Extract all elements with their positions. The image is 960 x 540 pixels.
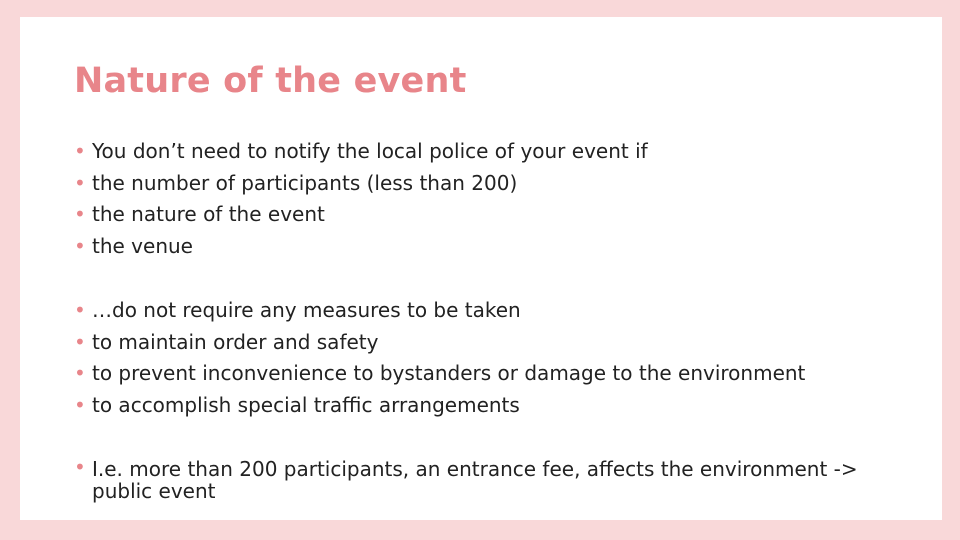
bullet-group-summary — [74, 456, 907, 502]
bullet-text: to maintain order and safety — [92, 329, 379, 354]
bullet-icon: • — [74, 202, 86, 227]
bullet-item — [74, 136, 648, 168]
bullet-item — [74, 390, 805, 422]
bullet-icon: • — [74, 234, 86, 259]
bullet-group-measures — [74, 295, 805, 422]
bullet-icon: • — [74, 170, 86, 195]
bullet-group-conditions — [74, 136, 648, 263]
bullet-item — [74, 231, 648, 263]
bullet-text: the venue — [92, 234, 193, 259]
bullet-text: the number of participants (less than 200) — [92, 170, 518, 195]
bullet-icon: • — [74, 139, 86, 163]
bullet-text: …do not require any measures to be taken — [92, 298, 521, 322]
bullet-item — [74, 456, 907, 502]
slide — [20, 17, 942, 520]
bullet-icon: • — [74, 329, 86, 354]
bullet-item — [74, 168, 648, 200]
bullet-icon: • — [74, 393, 86, 418]
bullet-item — [74, 199, 648, 231]
bullet-text: to prevent inconvenience to bystanders or damage to the environment — [92, 361, 806, 386]
bullet-text: You don’t need to notify the local police of your event if — [92, 139, 648, 163]
bullet-icon: • — [74, 455, 86, 479]
bullet-icon: • — [74, 361, 86, 386]
bullet-item — [74, 358, 805, 390]
bullet-text: to accomplish special traffic arrangements — [92, 393, 520, 418]
bullet-item — [74, 295, 805, 327]
slide-title: Nature of the event — [74, 61, 467, 101]
bullet-icon: • — [74, 298, 86, 322]
bullet-text: I.e. more than 200 participants, an entrance fee, affects the environment -> public event — [92, 457, 858, 503]
bullet-item — [74, 327, 805, 359]
bullet-text: the nature of the event — [92, 202, 325, 227]
